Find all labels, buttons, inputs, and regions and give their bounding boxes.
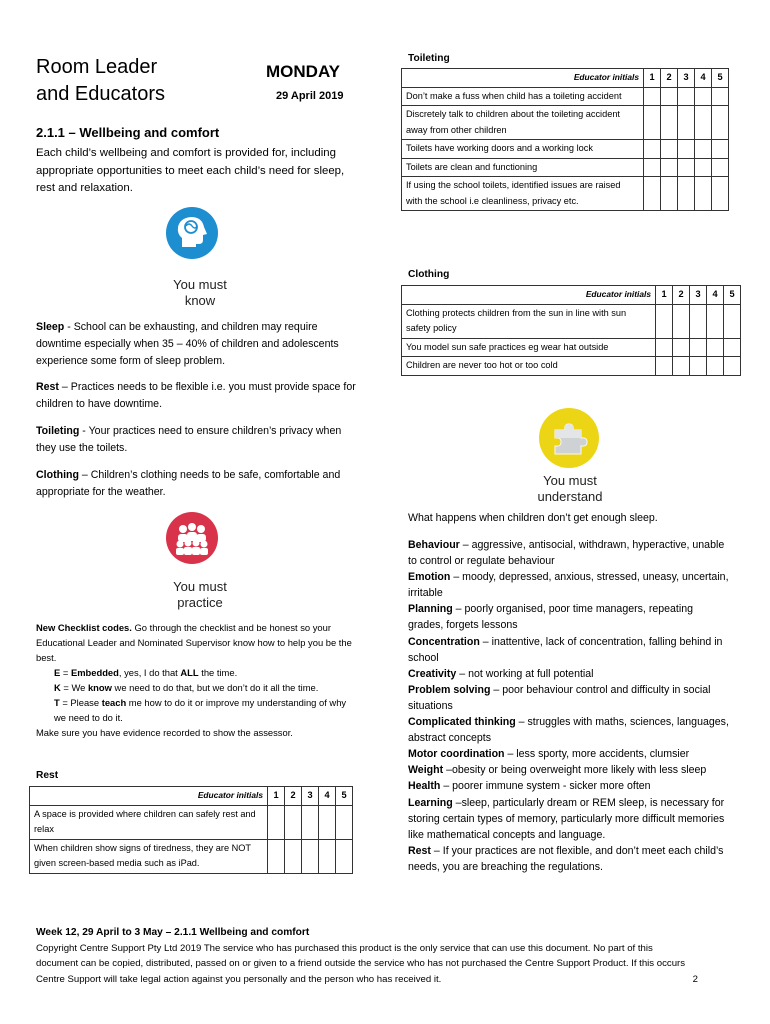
col-3: 3 bbox=[302, 787, 319, 806]
cell[interactable] bbox=[678, 140, 695, 159]
list-item bbox=[408, 569, 730, 601]
table-row bbox=[402, 140, 729, 159]
cell[interactable] bbox=[712, 158, 729, 177]
sep: - bbox=[64, 321, 74, 333]
row-text: You model sun safe practices eg wear hat outside bbox=[402, 338, 656, 357]
date-label: 29 April 2019 bbox=[276, 90, 344, 102]
title-line-2: and Educators bbox=[36, 83, 165, 105]
understand-label-line1: You must bbox=[543, 473, 597, 488]
cell[interactable] bbox=[695, 158, 712, 177]
day-label: MONDAY bbox=[266, 62, 340, 81]
cell[interactable] bbox=[336, 805, 353, 839]
e-code: E bbox=[54, 667, 61, 678]
cell[interactable] bbox=[695, 140, 712, 159]
text: Your practices need to ensure children’s privacy when they use the toilets. bbox=[36, 425, 342, 454]
cell[interactable] bbox=[724, 304, 741, 338]
cell[interactable] bbox=[690, 338, 707, 357]
k-code: K bbox=[54, 682, 61, 693]
list-item bbox=[408, 634, 730, 666]
term: Rest bbox=[36, 381, 59, 393]
cell[interactable] bbox=[302, 805, 319, 839]
table-header-row bbox=[402, 286, 741, 305]
k-rest: we need to do that, but we don’t do it all the time. bbox=[111, 682, 319, 693]
row-text: If using the school toilets, identified issues are raised with the school i.e cleanliness, privacy etc. bbox=[402, 177, 644, 211]
understand-label-line2: understand bbox=[537, 489, 603, 504]
term: Emotion bbox=[408, 571, 451, 584]
term: Weight bbox=[408, 764, 444, 777]
cell[interactable] bbox=[644, 87, 661, 106]
text: – moody, depressed, anxious, stressed, uneasy, uncertain, irritable bbox=[408, 571, 729, 600]
checklist-codes bbox=[36, 620, 358, 740]
sep: – bbox=[58, 381, 71, 393]
code-e bbox=[36, 665, 358, 680]
cell[interactable] bbox=[678, 158, 695, 177]
text: – not working at full potential bbox=[456, 667, 594, 680]
cell[interactable] bbox=[302, 839, 319, 873]
footer-week: Week 12, 29 April to 3 May – 2.1.1 Wellbeing and comfort bbox=[36, 927, 310, 938]
cell[interactable] bbox=[673, 304, 690, 338]
table-row bbox=[402, 158, 729, 177]
cell[interactable] bbox=[712, 106, 729, 140]
cell[interactable] bbox=[678, 177, 695, 211]
cell[interactable] bbox=[285, 839, 302, 873]
cell[interactable] bbox=[695, 177, 712, 211]
code-k bbox=[36, 680, 358, 695]
clothing-table bbox=[401, 285, 741, 376]
row-text: Toilets are clean and functioning bbox=[402, 158, 644, 177]
understand-question: What happens when children don’t get enough sleep. bbox=[408, 512, 658, 524]
cell[interactable] bbox=[661, 158, 678, 177]
list-item bbox=[408, 762, 730, 778]
table-row bbox=[402, 87, 729, 106]
text: – poorer immune system - sicker more often bbox=[440, 780, 651, 793]
clothing-table-title: Clothing bbox=[408, 269, 450, 280]
text: – If your practices are not flexible, and don’t meet each child’s needs, you are breaching the regulations. bbox=[408, 844, 724, 873]
e-mid: = bbox=[60, 667, 71, 678]
cell[interactable] bbox=[695, 87, 712, 106]
cell[interactable] bbox=[707, 357, 724, 376]
text: – aggressive, antisocial, withdrawn, hyperactive, unable to control or regulate behaviour bbox=[408, 539, 725, 568]
col-5: 5 bbox=[336, 787, 353, 806]
footer-copyright: Copyright Centre Support Pty Ltd 2019 The service who has purchased this product is the only service that can use this document. No part of this document can be copied, distributed, passed on or given to a friend outside the service who has not purchased the Centre Support Product. If this occurs Centre Support will take legal action against you personally and the person who has received it. bbox=[36, 942, 686, 985]
cell[interactable] bbox=[656, 338, 673, 357]
cell[interactable] bbox=[661, 177, 678, 211]
cell[interactable] bbox=[678, 106, 695, 140]
e-b: ALL bbox=[180, 667, 199, 678]
lead-text: Go through the checklist and be honest so your Educational Leader and Nominated Supervisor know how to help you be the best. bbox=[36, 622, 352, 663]
cell[interactable] bbox=[656, 304, 673, 338]
t-code: T bbox=[54, 697, 60, 708]
row-text: Clothing protects children from the sun in line with sun safety policy bbox=[402, 304, 656, 338]
e-word: Embedded bbox=[70, 667, 119, 678]
col-1: 1 bbox=[656, 286, 673, 305]
know-label-line2: know bbox=[184, 293, 216, 308]
know-icon bbox=[166, 207, 218, 259]
table-row bbox=[402, 338, 741, 357]
term: Toileting bbox=[36, 425, 80, 437]
cell[interactable] bbox=[661, 140, 678, 159]
title-line-1: Room Leader bbox=[36, 56, 158, 78]
term: Planning bbox=[408, 603, 453, 616]
page-footer bbox=[36, 925, 726, 987]
term: Sleep bbox=[36, 321, 65, 333]
table-row bbox=[402, 357, 741, 376]
col-1: 1 bbox=[268, 787, 285, 806]
text: – poorly organised, poor time managers, repeating grades, forgets lessons bbox=[408, 603, 693, 632]
text: – struggles with maths, sciences, languages, abstract concepts bbox=[408, 716, 729, 745]
list-item bbox=[408, 666, 730, 682]
know-clothing bbox=[36, 467, 358, 501]
t-word: teach bbox=[101, 697, 127, 708]
understand-label bbox=[510, 473, 630, 505]
term: Problem solving bbox=[408, 683, 491, 696]
term: Behaviour bbox=[408, 539, 460, 551]
col-1: 1 bbox=[644, 69, 661, 88]
e-c: the time. bbox=[198, 667, 238, 678]
col-5: 5 bbox=[724, 286, 741, 305]
know-label bbox=[150, 277, 250, 309]
cell[interactable] bbox=[678, 87, 695, 106]
table-row bbox=[30, 839, 353, 873]
educator-initials-header: Educator initials bbox=[402, 69, 644, 88]
know-sleep bbox=[36, 319, 358, 370]
cell[interactable] bbox=[724, 338, 741, 357]
rest-table bbox=[29, 786, 353, 874]
cell[interactable] bbox=[690, 357, 707, 376]
cell[interactable] bbox=[268, 805, 285, 839]
rest-table-title: Rest bbox=[36, 770, 59, 781]
cell[interactable] bbox=[712, 140, 729, 159]
cell[interactable] bbox=[319, 805, 336, 839]
text: Children’s clothing needs to be safe, comfortable and appropriate for the weather. bbox=[36, 469, 341, 498]
row-text: When children show signs of tiredness, they are NOT given screen-based media such as iPad. bbox=[30, 839, 268, 873]
page-number: 2 bbox=[692, 973, 698, 985]
list-item bbox=[408, 778, 730, 794]
educator-initials-header: Educator initials bbox=[30, 787, 268, 806]
t-rest: me how to do it or improve my understanding of why we need to do it. bbox=[54, 697, 347, 723]
cell[interactable] bbox=[707, 338, 724, 357]
text: Practices needs to be flexible i.e. you must provide space for children to have downtime. bbox=[36, 381, 356, 410]
cell[interactable] bbox=[268, 839, 285, 873]
term: Concentration bbox=[408, 635, 480, 648]
e-a: , yes, I do that bbox=[118, 667, 181, 678]
col-4: 4 bbox=[707, 286, 724, 305]
list-item bbox=[408, 795, 730, 843]
cell[interactable] bbox=[690, 304, 707, 338]
know-toileting bbox=[36, 423, 358, 457]
sep: – bbox=[78, 469, 91, 481]
page-title bbox=[36, 54, 165, 108]
list-item bbox=[408, 714, 730, 746]
code-t bbox=[36, 695, 358, 725]
practice-label-line2: practice bbox=[177, 595, 223, 610]
practice-icon bbox=[166, 512, 218, 564]
row-text: Don’t make a fuss when child has a toileting accident bbox=[402, 87, 644, 106]
cell[interactable] bbox=[673, 338, 690, 357]
row-text: Children are never too hot or too cold bbox=[402, 357, 656, 376]
text: –obesity or being overweight more likely with less sleep bbox=[443, 764, 707, 777]
text: –sleep, particularly dream or REM sleep, is necessary for storing certain types of memory, particularly more difficult memories like mathematical concepts and language. bbox=[408, 796, 725, 841]
col-2: 2 bbox=[661, 69, 678, 88]
table-row bbox=[402, 304, 741, 338]
sep: - bbox=[79, 425, 89, 437]
cell[interactable] bbox=[644, 158, 661, 177]
t-mid: = Please bbox=[59, 697, 102, 708]
footer-copyright-wrap bbox=[36, 941, 726, 988]
know-rest bbox=[36, 379, 358, 413]
col-5: 5 bbox=[712, 69, 729, 88]
col-3: 3 bbox=[678, 69, 695, 88]
cell[interactable] bbox=[707, 304, 724, 338]
checklist-lead bbox=[36, 620, 358, 665]
table-row bbox=[402, 177, 729, 211]
table-header-row bbox=[30, 787, 353, 806]
cell[interactable] bbox=[336, 839, 353, 873]
cell[interactable] bbox=[656, 357, 673, 376]
term: Creativity bbox=[408, 667, 457, 680]
row-text: Toilets have working doors and a working lock bbox=[402, 140, 644, 159]
section-heading: 2.1.1 – Wellbeing and comfort bbox=[36, 125, 220, 140]
understand-list bbox=[408, 537, 730, 875]
cell[interactable] bbox=[644, 140, 661, 159]
col-4: 4 bbox=[319, 787, 336, 806]
term: Complicated thinking bbox=[408, 716, 516, 729]
row-text: Discretely talk to children about the toileting accident away from other children bbox=[402, 106, 644, 140]
cell[interactable] bbox=[661, 87, 678, 106]
term: Learning bbox=[408, 796, 453, 809]
col-2: 2 bbox=[285, 787, 302, 806]
table-header-row bbox=[402, 69, 729, 88]
list-item bbox=[408, 601, 730, 633]
k-word: know bbox=[87, 682, 112, 693]
lead-bold: New Checklist codes. bbox=[36, 622, 132, 633]
section-intro: Each child’s wellbeing and comfort is provided for, including appropriate opportunities to meet each child’s need for sleep, rest and relaxation. bbox=[36, 147, 345, 194]
table-row bbox=[30, 805, 353, 839]
cell[interactable] bbox=[285, 805, 302, 839]
cell[interactable] bbox=[644, 106, 661, 140]
practice-label-line1: You must bbox=[173, 579, 227, 594]
toileting-table-title: Toileting bbox=[408, 53, 450, 64]
cell[interactable] bbox=[695, 106, 712, 140]
text: School can be exhausting, and children may require downtime especially when 35 – 40% of children and adolescents experience some form of sleep problem. bbox=[36, 321, 339, 367]
list-item bbox=[408, 537, 730, 569]
term: Rest bbox=[408, 844, 431, 857]
row-text: A space is provided where children can safely rest and relax bbox=[30, 805, 268, 839]
text: – inattentive, lack of concentration, falling behind in school bbox=[408, 635, 723, 664]
toileting-table bbox=[401, 68, 729, 211]
know-label-line1: You must bbox=[173, 277, 227, 292]
text: – poor behaviour control and difficulty in social situations bbox=[408, 683, 711, 712]
col-4: 4 bbox=[695, 69, 712, 88]
cell[interactable] bbox=[319, 839, 336, 873]
list-item bbox=[408, 746, 730, 762]
practice-label bbox=[150, 579, 250, 611]
educator-initials-header: Educator initials bbox=[402, 286, 656, 305]
col-2: 2 bbox=[673, 286, 690, 305]
list-item bbox=[408, 843, 730, 875]
cell[interactable] bbox=[661, 106, 678, 140]
term: Motor coordination bbox=[408, 748, 505, 761]
table-row bbox=[402, 106, 729, 140]
cell[interactable] bbox=[673, 357, 690, 376]
cell[interactable] bbox=[724, 357, 741, 376]
term: Health bbox=[408, 780, 441, 793]
cell[interactable] bbox=[712, 87, 729, 106]
understand-icon bbox=[539, 408, 599, 468]
col-3: 3 bbox=[690, 286, 707, 305]
cell[interactable] bbox=[712, 177, 729, 211]
cell[interactable] bbox=[644, 177, 661, 211]
text: – less sporty, more accidents, clumsier bbox=[504, 748, 690, 761]
checklist-closing: Make sure you have evidence recorded to show the assessor. bbox=[36, 727, 293, 738]
list-item bbox=[408, 682, 730, 714]
term: Clothing bbox=[36, 469, 79, 481]
k-mid: = We bbox=[60, 682, 88, 693]
